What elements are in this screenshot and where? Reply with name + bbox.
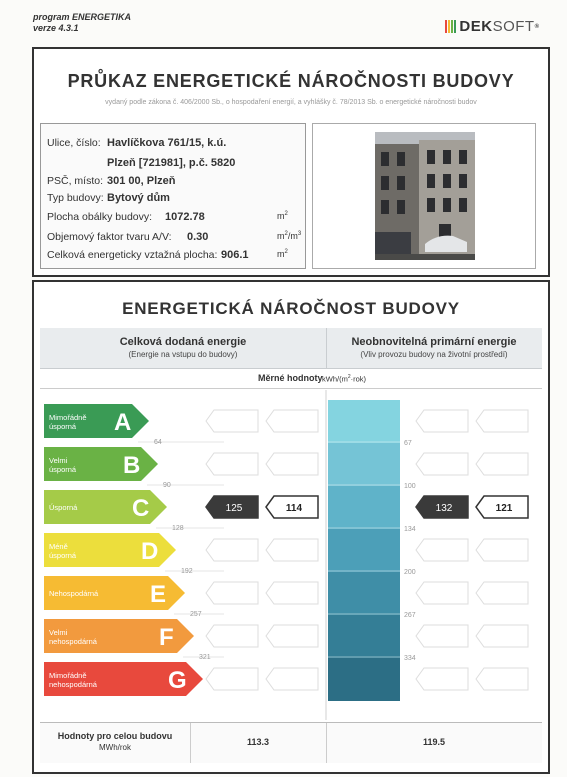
empty-arrow-col2b xyxy=(476,625,528,647)
class-letter: D xyxy=(141,538,159,565)
program-version: verze 4.3.1 xyxy=(33,23,79,33)
class-tick: 128 xyxy=(172,525,184,532)
street-value-2: Plzeň [721981], p.č. 5820 xyxy=(107,157,236,169)
class-label: úsporná xyxy=(49,422,77,431)
gradient-segment xyxy=(328,400,400,443)
factor-unit: $m^2/m^3$ xyxy=(277,231,302,241)
svg-text:132: 132 xyxy=(435,503,453,514)
gradient-tick: 67 xyxy=(404,440,412,447)
class-c-bar xyxy=(44,490,224,532)
factor-value: 0.30 xyxy=(187,231,209,243)
empty-arrow-col2a xyxy=(416,582,468,604)
empty-arrow-col1a xyxy=(206,539,258,561)
ref-area-label: Celková energeticky vztažná plocha: xyxy=(47,249,218,261)
class-e-bar xyxy=(44,576,224,618)
empty-arrow-col2b xyxy=(476,453,528,475)
class-g-bar xyxy=(44,662,203,696)
empty-arrow-col2a xyxy=(416,625,468,647)
empty-arrow-col1a xyxy=(206,668,258,690)
class-tick: 64 xyxy=(154,439,162,446)
gradient-segment xyxy=(328,658,400,701)
totals-col2-value: 119.5 xyxy=(422,737,446,747)
class-label: Velmi xyxy=(49,628,68,637)
col2-value-arrow-light xyxy=(476,496,528,518)
class-letter: A xyxy=(114,409,132,436)
class-letter: E xyxy=(150,581,167,608)
empty-arrow-col1a xyxy=(206,410,258,432)
street-value: Havlíčkova 761/15, k.ú. xyxy=(107,137,227,149)
gradient-segment xyxy=(328,615,400,658)
empty-arrow-col2b xyxy=(476,539,528,561)
totals-col1-value: 113.3 xyxy=(246,737,270,747)
building-photo xyxy=(375,132,475,260)
column-divider xyxy=(326,328,327,368)
empty-arrow-col1b xyxy=(266,625,318,647)
class-label: nehospodárná xyxy=(49,637,97,646)
area-value: 1072.78 xyxy=(165,211,205,223)
class-label: Velmi xyxy=(49,456,68,465)
col1-value-arrow-light xyxy=(266,496,318,518)
logo-mark: ® xyxy=(534,23,539,30)
col2-title: Neobnovitelná primární energie xyxy=(351,336,517,348)
class-label: nehospodárná xyxy=(49,680,97,689)
certificate-subtitle: vydaný podle zákona č. 406/2000 Sb., o hospodaření energií, a vyhlášky č. 78/2013 Sb. o energetické náročnosti budov xyxy=(105,99,477,106)
class-a-bar xyxy=(44,404,224,446)
gradient-tick: 134 xyxy=(404,526,416,533)
logo-dek: DEK xyxy=(459,18,493,35)
empty-arrow-col1b xyxy=(266,668,318,690)
program-header xyxy=(33,12,131,34)
specific-values-label: Měrné hodnoty xyxy=(258,373,323,383)
empty-arrow-col1b xyxy=(266,453,318,475)
empty-arrow-col2a xyxy=(416,539,468,561)
col2-value-arrow-dark xyxy=(416,496,468,518)
gradient-segment xyxy=(328,529,400,572)
empty-arrow-col1a xyxy=(206,625,258,647)
svg-text:121: 121 xyxy=(495,503,513,514)
totals-unit: MWh/rok xyxy=(99,743,131,752)
certificate-title: PRŮKAZ ENERGETICKÉ NÁROČNOSTI BUDOVY xyxy=(67,71,515,91)
rating-title: ENERGETICKÁ NÁROČNOST BUDOVY xyxy=(122,299,460,318)
building-photo-frame xyxy=(312,123,536,269)
building-info-panel xyxy=(40,123,306,269)
area-unit: $m^2$ xyxy=(277,211,288,221)
totals-label: Hodnoty pro celou budovu xyxy=(57,731,173,741)
ref-area-value: 906.1 xyxy=(221,249,249,261)
certificate-box xyxy=(32,47,550,277)
gradient-segment xyxy=(328,443,400,486)
empty-arrow-col1a xyxy=(206,582,258,604)
gradient-tick: 267 xyxy=(404,612,416,619)
class-letter: B xyxy=(123,452,141,479)
class-tick: 321 xyxy=(199,654,211,661)
type-value: Bytový dům xyxy=(107,192,170,204)
class-tick: 90 xyxy=(163,482,171,489)
class-b-bar xyxy=(44,447,224,489)
specific-values-unit: kWh/$(m^2\cdot rok)$ xyxy=(322,374,367,384)
col1-value-arrow-dark xyxy=(206,496,258,518)
factor-label: Objemový faktor tvaru A/V: xyxy=(47,231,172,243)
logo-bars-icon xyxy=(445,20,456,33)
psc-value: 301 00, Plzeň xyxy=(107,175,176,187)
class-label: Nehospodárná xyxy=(49,589,99,598)
psc-label: PSČ, místo: xyxy=(47,175,104,187)
class-letter: G xyxy=(168,667,187,694)
empty-arrow-col2b xyxy=(476,582,528,604)
rating-column-header xyxy=(40,328,542,369)
gradient-tick: 200 xyxy=(404,569,416,576)
energy-class-scale xyxy=(34,390,548,720)
empty-arrow-col2a xyxy=(416,668,468,690)
col1-subtitle: (Energie na vstupu do budovy) xyxy=(128,350,238,359)
col1-title: Celková dodaná energie xyxy=(119,336,247,348)
gradient-segment xyxy=(328,486,400,529)
totals-row xyxy=(40,722,542,763)
class-tick: 192 xyxy=(181,568,193,575)
program-name: program ENERGETIKA xyxy=(33,12,132,22)
class-label: Mimořádně xyxy=(49,413,87,422)
class-label: Méně xyxy=(49,542,68,551)
svg-text:125: 125 xyxy=(225,503,243,514)
svg-text:114: 114 xyxy=(285,503,303,514)
empty-arrow-col1b xyxy=(266,582,318,604)
class-d-bar xyxy=(44,533,224,575)
logo-soft: SOFT xyxy=(492,18,535,35)
rating-box xyxy=(32,280,550,774)
deksoft-logo xyxy=(445,18,539,35)
gradient-tick: 100 xyxy=(404,483,416,490)
primary-energy-gradient xyxy=(328,400,416,701)
empty-arrow-col1b xyxy=(266,410,318,432)
class-label: úsporná xyxy=(49,465,77,474)
gradient-tick: 334 xyxy=(404,655,416,662)
gradient-segment xyxy=(328,572,400,615)
class-letter: C xyxy=(132,495,150,522)
class-letter: F xyxy=(159,624,174,651)
empty-arrow-col1a xyxy=(206,453,258,475)
empty-arrow-col2b xyxy=(476,410,528,432)
empty-arrow-col2b xyxy=(476,668,528,690)
class-bars xyxy=(44,404,224,696)
type-label: Typ budovy: xyxy=(47,192,104,204)
street-label: Ulice, číslo: xyxy=(47,137,101,149)
empty-arrow-col2a xyxy=(416,453,468,475)
col2-subtitle: (Vliv provozu budovy na životní prostředí) xyxy=(360,350,508,359)
empty-arrow-col1b xyxy=(266,539,318,561)
class-label: úsporná xyxy=(49,551,77,560)
class-f-bar xyxy=(44,619,224,661)
area-label: Plocha obálky budovy: xyxy=(47,211,153,223)
class-label: Úsporná xyxy=(49,503,78,512)
class-label: Mimořádně xyxy=(49,671,87,680)
ref-area-unit: $m^2$ xyxy=(277,249,288,259)
class-tick: 257 xyxy=(190,611,202,618)
empty-arrow-col2a xyxy=(416,410,468,432)
specific-values-row xyxy=(40,370,542,389)
